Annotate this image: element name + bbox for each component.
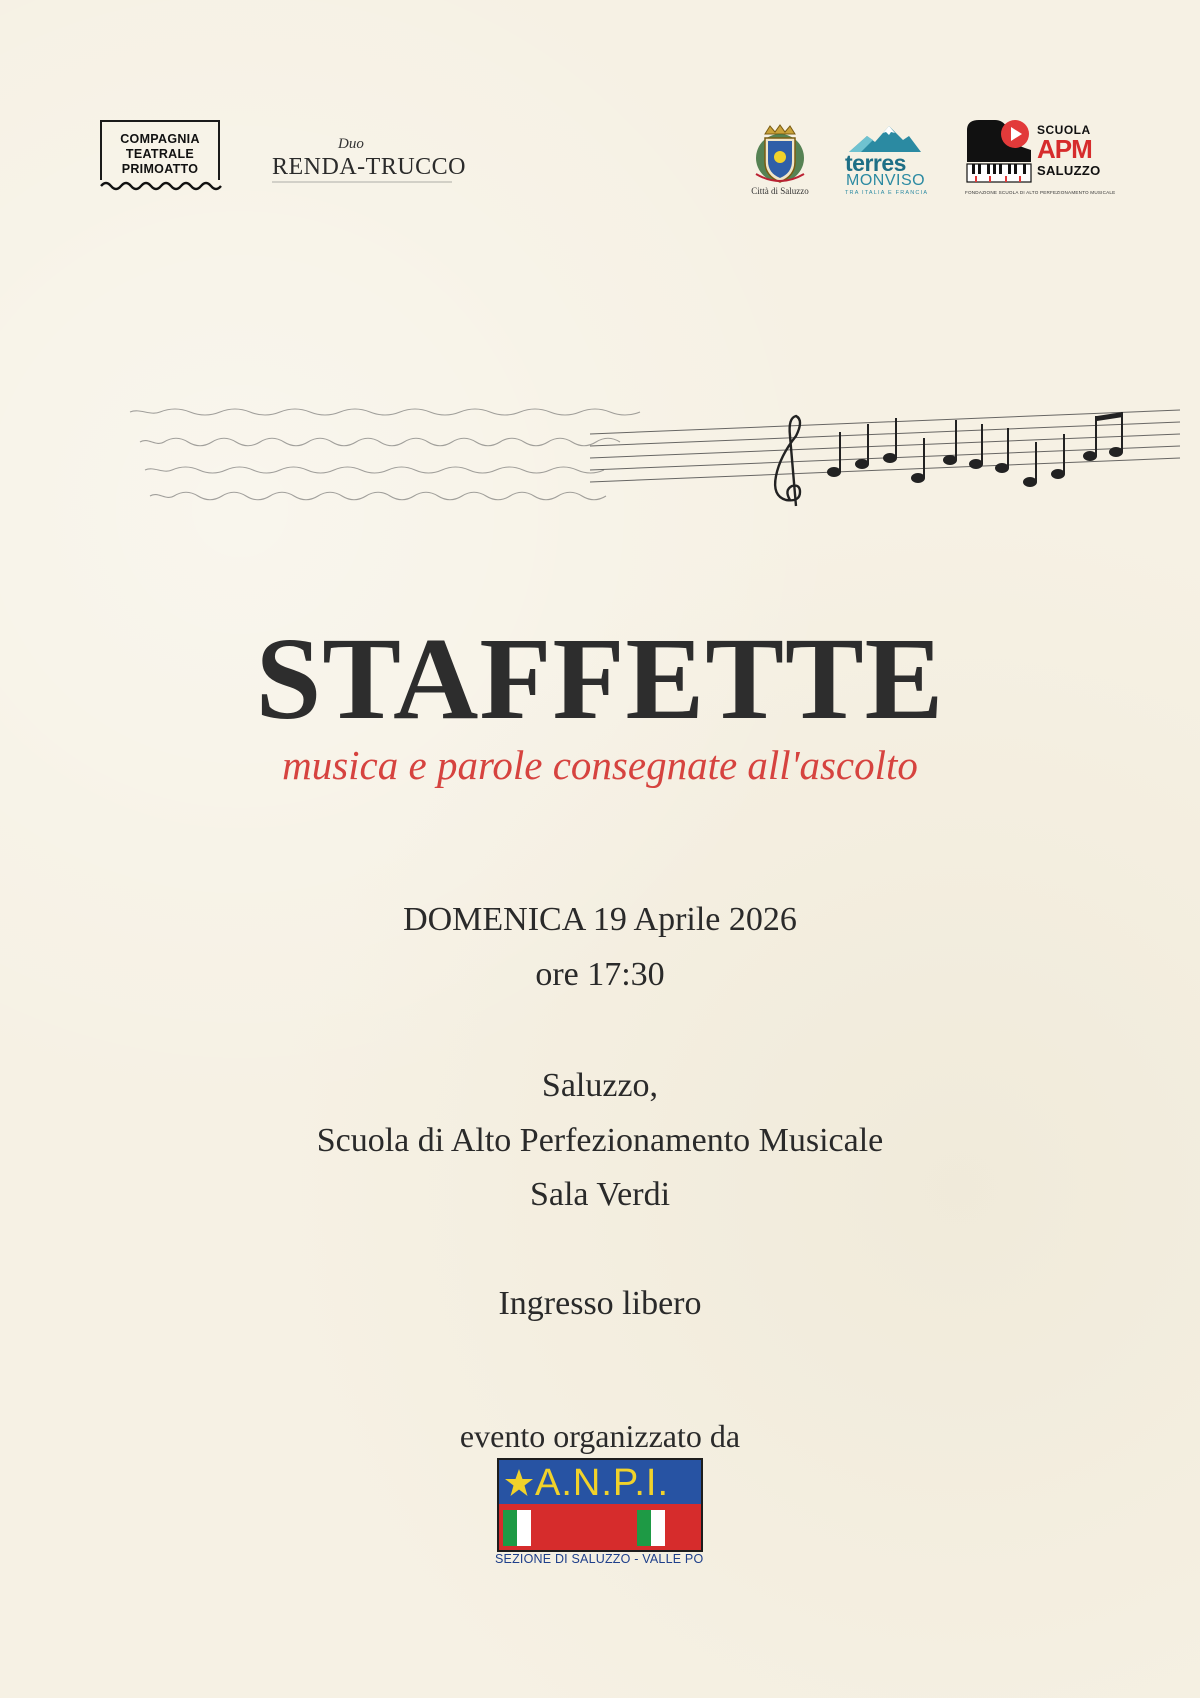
event-title: STAFFETTE bbox=[255, 613, 945, 744]
music-notes bbox=[827, 412, 1123, 487]
renda-underline bbox=[272, 180, 452, 184]
event-place-room: Sala Verdi bbox=[529, 1176, 671, 1213]
apm-foundation-text: FONDAZIONE SCUOLA DI ALTO PERFEZIONAMENTO MUSICALE bbox=[965, 190, 1116, 195]
terres-word: terres bbox=[845, 150, 906, 176]
event-place-school: Scuola di Alto Perfezionamento Musicale bbox=[316, 1122, 884, 1159]
anpi-name: A.N.P.I. bbox=[535, 1462, 670, 1504]
event-time: ore 17:30 bbox=[535, 956, 665, 993]
apm-saluzzo-text: SALUZZO bbox=[1037, 163, 1101, 178]
piano-icon bbox=[965, 118, 1035, 186]
event-place-city: Saluzzo, bbox=[541, 1067, 659, 1104]
primoatto-line-2: TEATRALE bbox=[125, 147, 195, 161]
terres-tagline: TRA ITALIA E FRANCIA bbox=[845, 190, 929, 196]
coat-of-arms-icon bbox=[745, 124, 815, 186]
renda-duo-text: Duo bbox=[338, 136, 364, 152]
apm-scuola-text: SCUOLA bbox=[1037, 123, 1091, 137]
anpi-logo bbox=[497, 1458, 703, 1568]
citta-di-saluzzo-logo bbox=[745, 124, 815, 198]
primoatto-logo bbox=[100, 120, 220, 192]
organized-by-label: evento organizzato da bbox=[459, 1418, 741, 1454]
primoatto-line-1: COMPAGNIA bbox=[120, 132, 200, 146]
handwriting-lines bbox=[130, 409, 640, 500]
anpi-section: SEZIONE DI SALUZZO - VALLE PO bbox=[495, 1552, 704, 1566]
apm-text: APM bbox=[1037, 134, 1092, 164]
scuola-apm-logo bbox=[965, 118, 1116, 200]
wave-icon bbox=[100, 180, 222, 192]
event-date: DOMENICA 19 Aprile 2026 bbox=[403, 901, 797, 938]
renda-trucco-logo bbox=[272, 136, 467, 184]
saluzzo-caption: Città di Saluzzo bbox=[751, 186, 809, 196]
renda-name-text: RENDA-TRUCCO bbox=[272, 154, 467, 180]
italian-flags-icon bbox=[499, 1504, 701, 1550]
terres-monviso-logo bbox=[843, 124, 927, 196]
monviso-word: MONVISO bbox=[846, 172, 926, 189]
primoatto-line-3: PRIMOATTO bbox=[121, 162, 199, 176]
music-staff bbox=[590, 410, 1180, 482]
event-subtitle: musica e parole consegnate all'ascolto bbox=[282, 742, 918, 788]
treble-clef-icon bbox=[775, 416, 800, 506]
manuscript-illustration bbox=[110, 390, 1190, 520]
event-entry: Ingresso libero bbox=[498, 1285, 702, 1322]
star-icon bbox=[504, 1468, 534, 1498]
